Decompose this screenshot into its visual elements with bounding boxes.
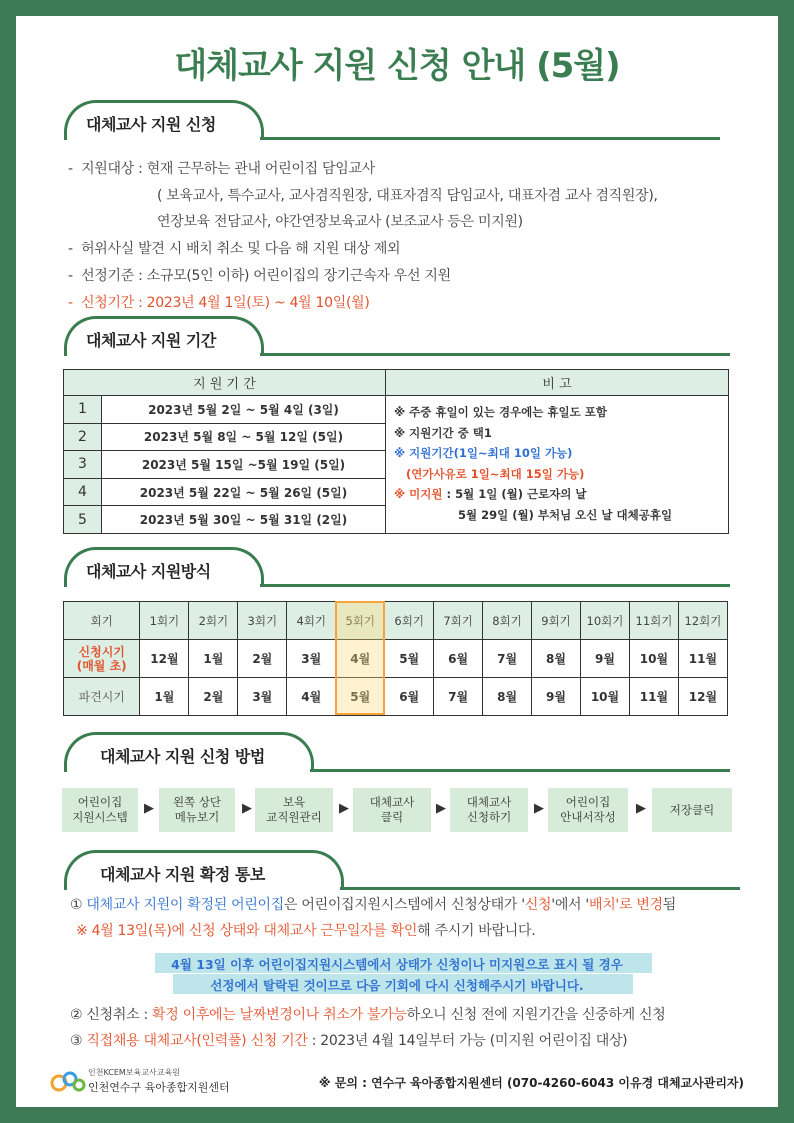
arrow-right-icon: ▶ bbox=[339, 801, 349, 816]
round-cell: 7회기 bbox=[434, 602, 483, 640]
dispatch-month-cell: 7월 bbox=[434, 678, 483, 716]
arrow-right-icon: ▶ bbox=[534, 801, 544, 816]
period-notes: ※ 주중 휴일이 있는 경우에는 휴일도 포함 ※ 지원기간 중 택1 ※ 지원기간(1일~최대 10일 가능) (연가사유로 1일~최대 15일 가능) ※ 미지원 : 5월 1일 (월) 근로자의 날 5월 29일 (월) 부처님 오신 날 대체공휴일 bbox=[386, 396, 729, 534]
apply-month-cell: 6월 bbox=[434, 640, 483, 678]
apply-month-cell: 1월 bbox=[189, 640, 238, 678]
notice-line-1: 4월 13일 이후 어린이집지원시스템에서 상태가 신청이나 미지원으로 표시 될 경우 bbox=[171, 957, 623, 972]
document-page bbox=[16, 16, 778, 1107]
arrow-right-icon: ▶ bbox=[436, 801, 446, 816]
round-cell: 9회기 bbox=[532, 602, 581, 640]
arrow-right-icon: ▶ bbox=[636, 801, 646, 816]
round-cell: 5회기 bbox=[336, 602, 385, 640]
apply-month-cell: 2월 bbox=[238, 640, 287, 678]
period-header: 지 원 기 간 bbox=[64, 370, 386, 396]
dispatch-month-cell: 2월 bbox=[189, 678, 238, 716]
period-range: 2023년 5월 15일 ~5월 19일 (5일) bbox=[102, 451, 386, 479]
apply-target-line3: 연장보육 전담교사, 야간연장보육교사 (보조교사 등은 미지원) bbox=[157, 214, 523, 230]
flow-step: 저장클릭 bbox=[652, 788, 732, 832]
period-range: 2023년 5월 8일 ~ 5월 12일 (5일) bbox=[102, 423, 386, 451]
dispatch-month-cell: 1월 bbox=[140, 678, 189, 716]
dispatch-month-cell: 10월 bbox=[581, 678, 630, 716]
method-table bbox=[63, 601, 728, 716]
dispatch-month-cell: 8월 bbox=[483, 678, 532, 716]
flow-step: 어린이집 지원시스템 bbox=[62, 788, 138, 832]
section-title: 대체교사 지원 신청 bbox=[86, 115, 216, 134]
flow-step: 왼쪽 상단 메뉴보기 bbox=[159, 788, 235, 832]
confirm-line-1: ① 대체교사 지원이 확정된 어린이집은 어린이집지원시스템에서 신청상태가 '신청'에서 '배치'로 변경됨 bbox=[70, 897, 677, 913]
apply-target-line2: ( 보육교사, 특수교사, 교사겸직원장, 대표자겸직 담임교사, 대표자겸 교사 겸직원장), bbox=[157, 188, 658, 204]
flow-step: 대체교사 신청하기 bbox=[450, 788, 528, 832]
apply-period: - 신청기간 : 2023년 4월 1일(토) ~ 4월 10일(월) bbox=[68, 295, 370, 311]
period-num: 3 bbox=[64, 451, 102, 479]
round-cell: 6회기 bbox=[385, 602, 434, 640]
apply-month-cell: 7월 bbox=[483, 640, 532, 678]
period-range: 2023년 5월 2일 ~ 5월 4일 (3일) bbox=[102, 396, 386, 424]
period-num: 5 bbox=[64, 506, 102, 534]
org-logo-icon bbox=[50, 1067, 86, 1095]
arrow-right-icon: ▶ bbox=[144, 801, 154, 816]
confirm-line-2: ※ 4월 13일(목)에 신청 상태와 대체교사 근무일자를 확인해 주시기 바랍니다. bbox=[76, 923, 536, 939]
section-title: 대체교사 지원 신청 방법 bbox=[100, 747, 265, 766]
apply-item-2: - 허위사실 발견 시 배치 취소 및 다음 해 지원 대상 제외 bbox=[68, 241, 401, 257]
round-cell: 12회기 bbox=[678, 602, 727, 640]
notice-line-2: 선정에서 탈락된 것이므로 다음 기회에 다시 신청해주시기 바랍니다. bbox=[210, 978, 584, 993]
round-cell: 11회기 bbox=[629, 602, 678, 640]
apply-month-cell: 9월 bbox=[581, 640, 630, 678]
round-cell: 1회기 bbox=[140, 602, 189, 640]
row-header: 회기 bbox=[64, 602, 140, 640]
period-table bbox=[63, 369, 729, 534]
period-num: 1 bbox=[64, 396, 102, 424]
apply-month-cell: 11월 bbox=[678, 640, 727, 678]
dispatch-month-cell: 11월 bbox=[629, 678, 678, 716]
apply-item-3: - 선정기준 : 소규모(5인 이하) 어린이집의 장기근속자 우선 지원 bbox=[68, 268, 451, 284]
apply-month-cell: 3월 bbox=[287, 640, 336, 678]
round-cell: 8회기 bbox=[483, 602, 532, 640]
org-name-1: 인천KCEM보육교사교육원 bbox=[88, 1068, 180, 1077]
apply-month-cell: 10월 bbox=[629, 640, 678, 678]
dispatch-month-cell: 3월 bbox=[238, 678, 287, 716]
round-cell: 4회기 bbox=[287, 602, 336, 640]
arrow-right-icon: ▶ bbox=[242, 801, 252, 816]
apply-month-cell: 4월 bbox=[336, 640, 385, 678]
row-header: 신청시기 (매월 초) bbox=[64, 640, 140, 678]
row-header: 파견시기 bbox=[64, 678, 140, 716]
round-cell: 3회기 bbox=[238, 602, 287, 640]
apply-month-cell: 12월 bbox=[140, 640, 189, 678]
dispatch-month-cell: 6월 bbox=[385, 678, 434, 716]
period-num: 2 bbox=[64, 423, 102, 451]
apply-target: - 지원대상 : 현재 근무하는 관내 어린이집 담임교사 bbox=[68, 161, 375, 177]
flow-step: 대체교사 클릭 bbox=[353, 788, 431, 832]
contact-info: ※ 문의 : 연수구 육아종합지원센터 (070-4260-6043 이유경 대체교사관리자) bbox=[318, 1076, 744, 1090]
dispatch-month-cell: 12월 bbox=[678, 678, 727, 716]
dispatch-month-cell: 9월 bbox=[532, 678, 581, 716]
dispatch-month-cell: 5월 bbox=[336, 678, 385, 716]
section-title: 대체교사 지원 확정 통보 bbox=[100, 865, 265, 884]
section-title: 대체교사 지원 기간 bbox=[86, 331, 216, 350]
org-name-2: 인천연수구 육아종합지원센터 bbox=[88, 1081, 230, 1094]
confirm-line-4: ③ 직접채용 대체교사(인력풀) 신청 기간 : 2023년 4월 14일부터 가능 (미지원 어린이집 대상) bbox=[70, 1033, 628, 1049]
period-num: 4 bbox=[64, 478, 102, 506]
note-header: 비 고 bbox=[386, 370, 729, 396]
round-cell: 10회기 bbox=[581, 602, 630, 640]
apply-month-cell: 8월 bbox=[532, 640, 581, 678]
confirm-line-3: ② 신청취소 : 확정 이후에는 날짜변경이나 취소가 불가능하오니 신청 전에 지원기간을 신중하게 신청 bbox=[70, 1007, 666, 1023]
period-range: 2023년 5월 30일 ~ 5월 31일 (2일) bbox=[102, 506, 386, 534]
round-cell: 2회기 bbox=[189, 602, 238, 640]
page-title: 대체교사 지원 신청 안내 (5월) bbox=[174, 46, 620, 86]
dispatch-month-cell: 4월 bbox=[287, 678, 336, 716]
period-range: 2023년 5월 22일 ~ 5월 26일 (5일) bbox=[102, 478, 386, 506]
section-title: 대체교사 지원방식 bbox=[86, 562, 211, 581]
flow-step: 어린이집 안내서작성 bbox=[548, 788, 628, 832]
flow-step: 보육 교직원관리 bbox=[255, 788, 333, 832]
apply-month-cell: 5월 bbox=[385, 640, 434, 678]
